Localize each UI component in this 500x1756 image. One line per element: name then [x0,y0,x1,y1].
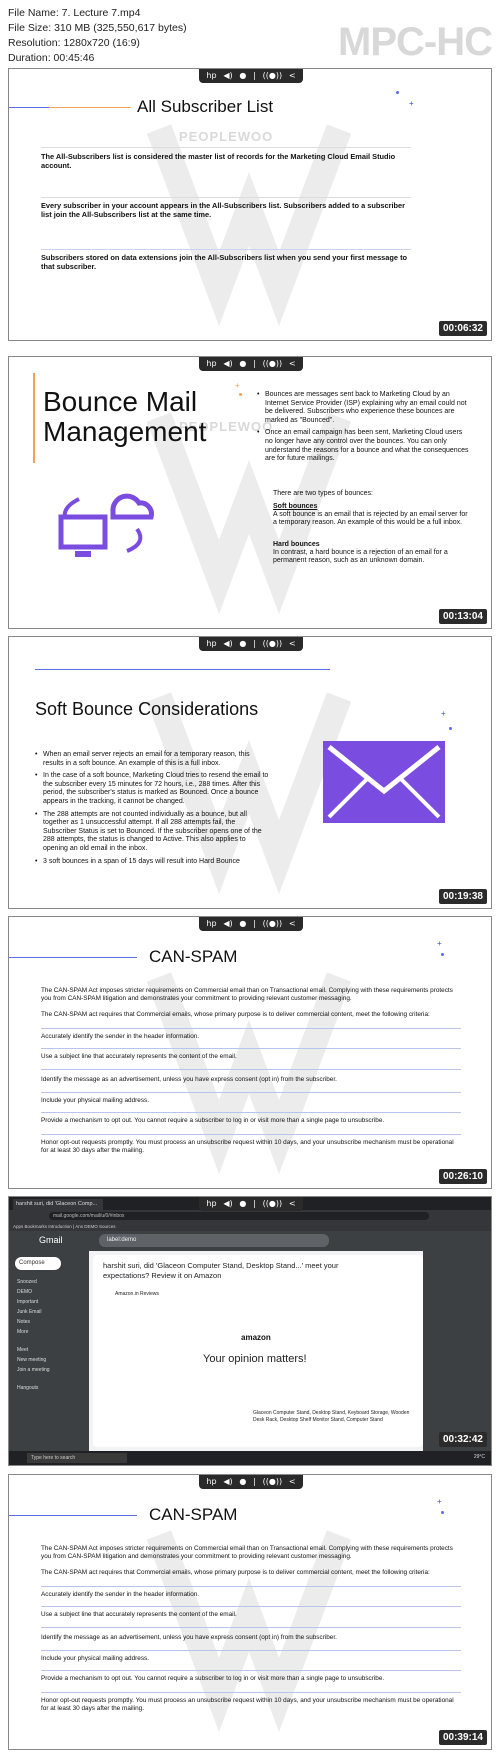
divider [41,1134,461,1135]
broadcast-icon[interactable]: ((●)) [262,359,283,368]
paragraph: Subscribers stored on data extensions join the All-Subscribers list when you send your first message to that subscriber. [41,253,408,271]
sidebar-item: Meet [17,1347,29,1353]
video-info-header [0,0,500,66]
list-item: Honor opt-out requests promptly. You must process an unsubscribe request within 10 days, and your unsubscribe mechanism must be operational for at least 30 days after the mailing. [41,1697,454,1712]
thumbnail-frame-1[interactable] [8,68,492,341]
broadcast-icon[interactable]: ((●)) [262,1199,283,1208]
title-rule [9,1515,137,1516]
decor-plus: + [441,709,446,718]
soft-bounce-text: A soft bounce is an email that is rejected by an email server for a temporary reason. An example of this would be a full inbox. [273,511,468,527]
mic-icon[interactable]: ● [239,1477,247,1486]
timestamp: 00:26:10 [439,1169,487,1184]
divider [41,1028,461,1029]
list-item: The CAN-SPAM act requires that Commercial emails, whose primary purpose is to deliver commercial content, meet the following criteria: [41,1011,430,1018]
bullet-item: • 3 soft bounces in a span of 15 days will result into Hard Bounce [35,858,269,867]
watermark-text: PEOPLEWOO [179,419,274,434]
address-bar [9,1210,491,1222]
presenter-toolbar[interactable] [199,357,303,371]
divider-icon: | [253,919,256,928]
resolution: Resolution: 1280x720 (16:9) [8,37,140,49]
envelope-icon [319,737,449,827]
list-item: The CAN-SPAM act requires that Commercial emails, whose primary purpose is to deliver commercial content, meet the following criteria: [41,1569,430,1576]
sidebar-item[interactable]: Notes [17,1319,31,1325]
divider [41,1069,461,1070]
thumbnail-frame-2[interactable] [8,356,492,629]
divider [41,1650,461,1651]
thumbnail-frame-4[interactable] [8,916,492,1189]
decor-plus: + [235,381,240,390]
browser-tab[interactable]: harshit suri, did 'Glaceon Comp... [13,1199,103,1210]
decor-plus: + [437,939,442,948]
speaker-icon[interactable]: ◀) [223,1199,233,1208]
hp-icon[interactable]: hp [206,1477,217,1486]
speaker-icon[interactable]: ◀) [223,1477,233,1486]
slide-title: CAN-SPAM [149,947,238,966]
mpc-hc-logo: MPC-HC [338,20,492,64]
divider-icon: | [253,1199,256,1208]
timestamp: 00:39:14 [439,1730,487,1745]
taskbar-weather: 29°C [473,1454,485,1460]
thumbnail-frame-3[interactable] [8,636,492,909]
chevron-left-icon[interactable]: < [288,1477,296,1486]
broadcast-icon[interactable]: ((●)) [262,639,283,648]
list-item: Use a subject line that accurately represents the content of the email. [41,1053,237,1060]
list-item: The CAN-SPAM Act imposes stricter requirements on Commercial email than on Transactional email. Complying with these requirements protects you from CAN-SPAM litigation and demonstrates your commitment to providing relevant customer messaging. [41,1545,453,1560]
hp-icon[interactable]: hp [206,359,217,368]
decor-dot [441,953,444,956]
paragraph: Every subscriber in your account appears in the All-Subscribers list. Subscribers added to a subscriber list join the All-Subscribers list at the same time. [41,201,406,219]
divider [41,1692,461,1693]
list-item: Identify the message as an advertisement, unless you have express consent (opt in) from the subscriber. [41,1634,337,1641]
search-input[interactable]: label:demo [99,1234,329,1247]
chevron-left-icon[interactable]: < [288,359,296,368]
taskbar-search-input[interactable]: Type here to search [27,1453,127,1463]
list-item: Provide a mechanism to opt out. You cannot require a subscriber to log in or visit more than a single page to unsubscribe. [41,1675,385,1682]
email-sender[interactable]: Amazon.in Reviews [115,1291,159,1297]
divider [41,1627,461,1628]
gmail-right-panel [423,1251,491,1451]
gmail-sidebar [9,1251,89,1451]
speaker-icon[interactable]: ◀) [223,359,233,368]
list-item: Include your physical mailing address. [41,1097,149,1104]
timestamp: 00:32:42 [439,1432,487,1447]
presenter-toolbar[interactable] [199,1197,303,1211]
presenter-toolbar[interactable] [199,69,303,83]
mic-icon[interactable]: ● [239,639,247,648]
divider [41,1606,461,1607]
hard-bounce-text: In contrast, a hard bounce is a rejection of an email for a permanent reason, such as an unknown domain. [273,549,448,565]
thumbnail-frame-6[interactable] [8,1474,492,1750]
slide-title: CAN-SPAM [149,1505,238,1524]
divider [41,197,411,198]
email-view [93,1255,423,1447]
timestamp: 00:19:38 [439,889,487,904]
slide-title: Soft Bounce Considerations [35,699,259,719]
mic-icon[interactable]: ● [239,919,247,928]
list-item: Accurately identify the sender in the header information. [41,1591,200,1598]
hard-bounce-heading: Hard bounces [273,541,320,548]
speaker-icon[interactable]: ◀) [223,639,233,648]
decor-plus: + [409,99,414,108]
file-name: File Name: 7. Lecture 7.mp4 [8,7,141,19]
decor-dot [396,91,399,94]
gmail-window [9,1197,491,1465]
sidebar-item[interactable]: Junk Email [17,1309,42,1315]
list-item: Provide a mechanism to opt out. You cannot require a subscriber to log in or visit more than a single page to unsubscribe. [41,1117,385,1124]
mic-icon[interactable]: ● [239,359,247,368]
timestamp: 00:06:32 [439,321,487,336]
divider-icon: | [253,639,256,648]
sidebar-item: Hangouts [17,1385,39,1391]
list-item: Accurately identify the sender in the header information. [41,1033,200,1040]
list-item: Include your physical mailing address. [41,1655,149,1662]
slide-title: Bounce Mail Management [43,386,207,447]
url-input[interactable]: mail.google.com/mail/u/0/#inbox [49,1212,429,1220]
title-rule [35,669,330,670]
thumbnail-frame-5[interactable] [8,1196,492,1466]
bullet-item: • The 288 attempts are not counted individually as a bounce, but all together as 1 unsuccessful attempt. If all 288 attempts fail, the Subscriber Status is set to Bounced. If the subscriber opens one of the 288 attempts, the status is changed to Active. This also applies to opening an old email in the inbox. [35,811,269,854]
broadcast-icon[interactable]: ((●)) [262,1477,283,1486]
timestamp: 00:13:04 [439,609,487,624]
sidebar-item[interactable]: Join a meeting [17,1367,50,1373]
speaker-icon[interactable]: ◀) [223,71,233,80]
file-size: File Size: 310 MB (325,550,617 bytes) [8,22,187,34]
decor-dot [239,393,242,396]
hp-icon[interactable]: hp [206,71,217,80]
broadcast-icon[interactable]: ((●)) [262,71,283,80]
hp-icon[interactable]: hp [206,639,217,648]
divider [41,1048,461,1049]
divider [41,1092,461,1093]
sidebar-item[interactable]: More [17,1329,29,1335]
cloud-computer-sync-icon [51,469,161,569]
bullet-item: • Once an email campaign has been sent, Marketing Cloud users no longer have any control over the bounces. You can only understand the reasons for a bounce and what the consequences are for future mailings. [257,429,471,463]
types-intro: There are two types of bounces: [273,490,373,497]
bounce-bullets [257,391,471,468]
amazon-logo: amazon [241,1333,271,1342]
decor-plus: + [437,1497,442,1506]
mic-icon[interactable]: ● [239,1199,247,1208]
divider [41,1670,461,1671]
title-rule [9,957,137,958]
file-info [8,6,187,66]
list-item: The CAN-SPAM Act imposes stricter requirements on Commercial email than on Transactional email. Complying with these requirements protects you from CAN-SPAM litigation and demonstrates your commitment to providing relevant customer messaging. [41,987,453,1002]
bookmarks-bar[interactable]: Apps Bookmarks Introduction | Ans DEMO Sources [9,1222,491,1231]
title-vertical-rule [33,373,35,463]
gmail-logo[interactable]: Gmail [39,1235,63,1245]
hp-icon[interactable]: hp [206,919,217,928]
slide-title: All Subscriber List [137,97,274,116]
duration: Duration: 00:45:46 [8,52,95,64]
email-subject: harshit suri, did 'Glaceon Computer Stand, Desktop Stand...' meet your expectations? Review it on Amazon [103,1261,339,1280]
decor-dot [441,1511,444,1514]
list-item: Use a subject line that accurately represents the content of the email. [41,1611,237,1618]
broadcast-icon[interactable]: ((●)) [262,919,283,928]
divider [41,147,411,148]
divider [41,1586,461,1587]
presenter-toolbar[interactable] [199,1475,303,1489]
list-item: Honor opt-out requests promptly. You must process an unsubscribe request within 10 days, and your unsubscribe mechanism must be operational for at least 30 days after the mailing. [41,1139,454,1154]
compose-button[interactable]: Compose [15,1257,61,1270]
product-name[interactable]: Glaceon Computer Stand, Desktop Stand, Keyboard Storage, Wooden Desk Rack, Desktop Shelf Monitor Stand, Computer Stand [253,1410,410,1423]
presenter-toolbar[interactable] [199,637,303,651]
windows-taskbar [9,1451,491,1465]
list-item: Identify the message as an advertisement, unless you have express consent (opt in) from the subscriber. [41,1076,337,1083]
soft-bounce-heading: Soft bounces [273,503,318,510]
gmail-header [9,1231,491,1251]
divider-icon: | [253,71,256,80]
email-headline: Your opinion matters! [203,1353,307,1365]
hp-icon[interactable]: hp [206,1199,217,1208]
divider-icon: | [253,1477,256,1486]
bullet-item: • When an email server rejects an email for a temporary reason, this results in a soft bounce. An example of this is a full inbox. [35,751,269,768]
mic-icon[interactable]: ● [239,71,247,80]
divider [41,249,411,250]
sidebar-item[interactable]: DEMO [17,1289,32,1295]
sidebar-item[interactable]: Important [17,1299,39,1305]
sidebar-item[interactable]: Snoozed [17,1279,37,1285]
bullet-item: • In the case of a soft bounce, Marketing Cloud tries to resend the email to the subscriber every 15 minutes for 72 hours, i.e., 288 times. After this period, the subscriber's status is marked as Bounced. Once a bounce appears in the tracking, it cannot be changed. [35,772,269,806]
bullet-item: • Bounces are messages sent back to Marketing Cloud by an Internet Service Provider (ISP) explaining why an email could not be delivered. Subscribers who experience these bounces are marked as "Bounced". [257,391,471,425]
chevron-left-icon[interactable]: < [288,71,296,80]
sidebar-item[interactable]: New meeting [17,1357,47,1363]
title-rule-accent [9,107,49,108]
chevron-left-icon[interactable]: < [288,1199,296,1208]
soft-bounce-bullets [35,751,269,870]
divider-icon: | [253,359,256,368]
speaker-icon[interactable]: ◀) [223,919,233,928]
divider [41,1112,461,1113]
chevron-left-icon[interactable]: < [288,919,296,928]
presenter-toolbar[interactable] [199,917,303,931]
watermark-text: PEOPLEWOO [179,129,274,144]
paragraph: The All-Subscribers list is considered the master list of records for the Marketing Cloud Email Studio account. [41,152,396,170]
chevron-left-icon[interactable]: < [288,639,296,648]
decor-dot [449,727,452,730]
